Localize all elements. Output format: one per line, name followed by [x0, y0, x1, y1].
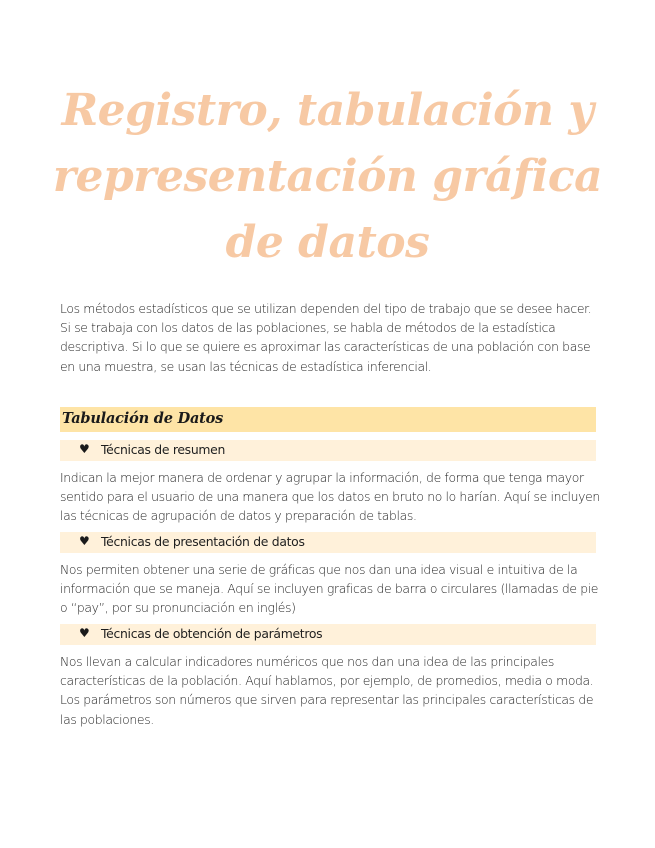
bullet-item-presentacion [60, 532, 596, 553]
bullet-label: Técnicas de obtención de parámetros [101, 626, 323, 641]
section-header [60, 407, 596, 432]
bullet-label: Técnicas de presentación de datos [101, 534, 305, 549]
section-heading: Tabulación de Datos [62, 410, 224, 427]
intro-paragraph: Los métodos estadísticos que se utilizan dependen del tipo de trabajo que se desee hacer. Si se trabaja con los datos de las poblaciones, se habla de métodos de la estadística descriptiva. Si lo que se quiere es aproximar las características de una población con base en una muestra, se usan las técnicas de estadística inferencial. [60, 301, 592, 374]
heart-icon: ♥ [79, 534, 90, 548]
heart-icon: ♥ [79, 442, 90, 456]
paragraph-resumen: Indican la mejor manera de ordenar y agrupar la información, de forma que tenga mayor sentido para el usuario de una manera que los datos en bruto no lo harían. Aquí se incluyen las técnicas de agrupación de datos y preparación de tablas. [60, 470, 600, 524]
page-title [40, 78, 615, 276]
title-line-1: Registro, tabulación y [61, 85, 594, 136]
bullet-item-parametros [60, 624, 596, 645]
heart-icon: ♥ [79, 626, 90, 640]
bullet-label: Técnicas de resumen [101, 442, 226, 457]
title-line-3: de datos [225, 217, 430, 268]
title-line-2: representación gráfica [52, 151, 603, 202]
bullet-item-resumen [60, 440, 596, 461]
paragraph-presentacion: Nos permiten obtener una serie de gráficas que nos dan una idea visual e intuitiva de la información que se maneja. Aquí se incluyen graficas de barra o circulares (llamadas de pie o “pay”, por su pronunciación en inglés) [60, 562, 599, 616]
paragraph-parametros: Nos llevan a calcular indicadores numéricos que nos dan una idea de las principales características de la población. Aquí hablamos, por ejemplo, de promedios, media o moda. Los parámetros son números que sirven para representar las principales características de las poblaciones. [60, 654, 594, 727]
